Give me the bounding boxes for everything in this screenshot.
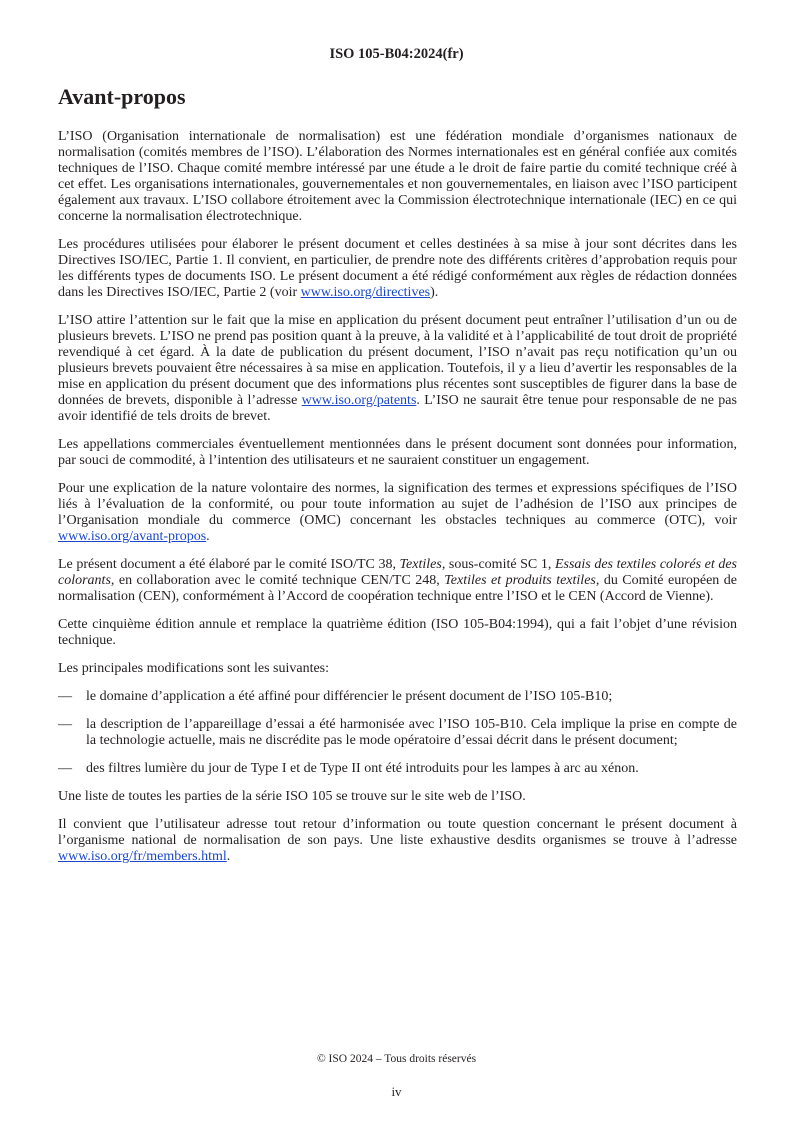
- paragraph-edition: Cette cinquième édition annule et remplace la quatrième édition (ISO 105-B04:1994), qui a fait l’objet d’une révision technique.: [58, 617, 737, 648]
- dash-bullet: —: [58, 689, 72, 704]
- list-item: [58, 689, 737, 705]
- paragraph-procedures: [58, 237, 737, 301]
- link-members[interactable]: www.iso.org/fr/members.html: [58, 849, 227, 864]
- list-item: [58, 717, 737, 749]
- paragraph-text: Les procédures utilisées pour élaborer le présent document et celles destinées à sa mise à jour sont décrites dans les Directives ISO/IEC, Partie 1. Il convient, en particulier, de prendre note des différents critères d’approbation requis pour les différents types de documents ISO. Le présent document a été rédigé conformément aux règles de rédaction données dans les Directives ISO/IEC, Partie 2 (voir: [58, 237, 737, 300]
- list-item-text: la description de l’appareillage d’essai a été harmonisée avec l’ISO 105-B10. Cela implique la prise en compte de la technologie actuelle, mais ne discrédite pas le mode opératoire d’essai décrit dans le présent document;: [86, 717, 737, 748]
- paragraph-series: Une liste de toutes les parties de la série ISO 105 se trouve sur le site web de l’ISO.: [58, 789, 526, 804]
- paragraph-patents: [58, 313, 737, 425]
- italic-text: Textiles et produits textiles: [444, 573, 596, 588]
- document-header: ISO 105-B04:2024(fr): [329, 46, 464, 62]
- italic-text: Textiles: [399, 557, 442, 572]
- paragraph-text: , du Comité européen de normalisation (CEN), conformément à l’Accord de coopération technique entre l’ISO et le CEN (Accord de Vienne).: [58, 573, 737, 604]
- paragraph-committee: [58, 557, 737, 605]
- paragraph-text: .: [206, 529, 210, 544]
- link-patents[interactable]: www.iso.org/patents: [301, 393, 417, 408]
- paragraph-trade-names: Les appellations commerciales éventuellement mentionnées dans le présent document sont données pour information, par souci de commodité, à l’intention des utilisateurs et ne sauraient constituer un engagement.: [58, 437, 737, 468]
- document-body: [58, 129, 737, 877]
- paragraph-text: , en collaboration avec le comité technique CEN/TC 248,: [110, 573, 445, 588]
- dash-bullet: —: [58, 717, 72, 732]
- paragraph-text: . L’ISO ne saurait être tenue pour responsable de ne pas avoir identifié de tels droits de brevet.: [58, 393, 737, 424]
- paragraph-text: Il convient que l’utilisateur adresse tout retour d’information ou toute question concernant le présent document à l’organisme national de normalisation de son pays. Une liste exhaustive desdits organismes se trouve à l’adresse: [58, 817, 737, 848]
- list-item: [58, 761, 737, 777]
- dash-bullet: —: [58, 761, 72, 776]
- paragraph-changes-intro: Les principales modifications sont les suivantes:: [58, 661, 330, 676]
- paragraph-feedback: [58, 817, 737, 865]
- paragraph-text: ).: [430, 285, 439, 300]
- paragraph-text: Le présent document a été élaboré par le comité ISO/TC 38,: [58, 557, 400, 572]
- italic-text: Essais des textiles colorés et des colorants: [58, 557, 738, 588]
- paragraph-iso-intro: L’ISO (Organisation internationale de normalisation) est une fédération mondiale d’organismes nationaux de normalisation (comités membres de l’ISO). L’élaboration des Normes internationales est en général confiée aux comités techniques de l’ISO. Chaque comité membre intéressé par une étude a le droit de faire partie du comité technique créé à cet effet. Les organisations internationales, gouvernementales et non gouvernementales, en liaison avec l’ISO participent également aux travaux. L’ISO collabore étroitement avec la Commission électrotechnique internationale (IEC) en ce qui concerne la normalisation électrotechnique.: [58, 129, 737, 224]
- paragraph-text: L’ISO attire l’attention sur le fait que la mise en application du présent document peut entraîner l’utilisation d’un ou de plusieurs brevets. L’ISO ne prend pas position quant à la preuve, à la validité et à l’applicabilité de tout droit de propriété revendiqué à cet égard. À la date de publication du présent document, l’ISO n’avait pas reçu notification qu’un ou plusieurs brevets pouvaient être nécessaires à sa mise en application. Toutefois, il y a lieu d’avertir les responsables de la mise en application du présent document que des informations plus récentes sont susceptibles de figurer dans la base de données de brevets, disponible à l’adresse: [58, 313, 737, 408]
- paragraph-text: .: [226, 849, 231, 864]
- page-number: iv: [391, 1084, 402, 1099]
- link-avant-propos[interactable]: www.iso.org/avant-propos: [58, 529, 207, 544]
- list-item-text: le domaine d’application a été affiné pour différencier le présent document de l’ISO 105-B10;: [86, 689, 613, 704]
- copyright-footer: © ISO 2024 – Tous droits réservés: [316, 1053, 477, 1065]
- paragraph-text: Pour une explication de la nature volontaire des normes, la signification des termes et expressions spécifiques de l’ISO liés à l’évaluation de la conformité, ou pour toute information au sujet de l’adhésion de l’ISO aux principes de l’Organisation mondiale du commerce (OMC) concernant les obstacles techniques au commerce (OTC), voir: [58, 481, 737, 528]
- paragraph-text: , sous-comité SC 1,: [441, 557, 555, 572]
- list-item-text: des filtres lumière du jour de Type I et de Type II ont été introduits pour les lampes à arc au xénon.: [86, 761, 639, 776]
- paragraph-voluntary: [58, 481, 737, 545]
- section-title: Avant-propos: [58, 84, 186, 109]
- link-directives[interactable]: www.iso.org/directives: [300, 285, 431, 300]
